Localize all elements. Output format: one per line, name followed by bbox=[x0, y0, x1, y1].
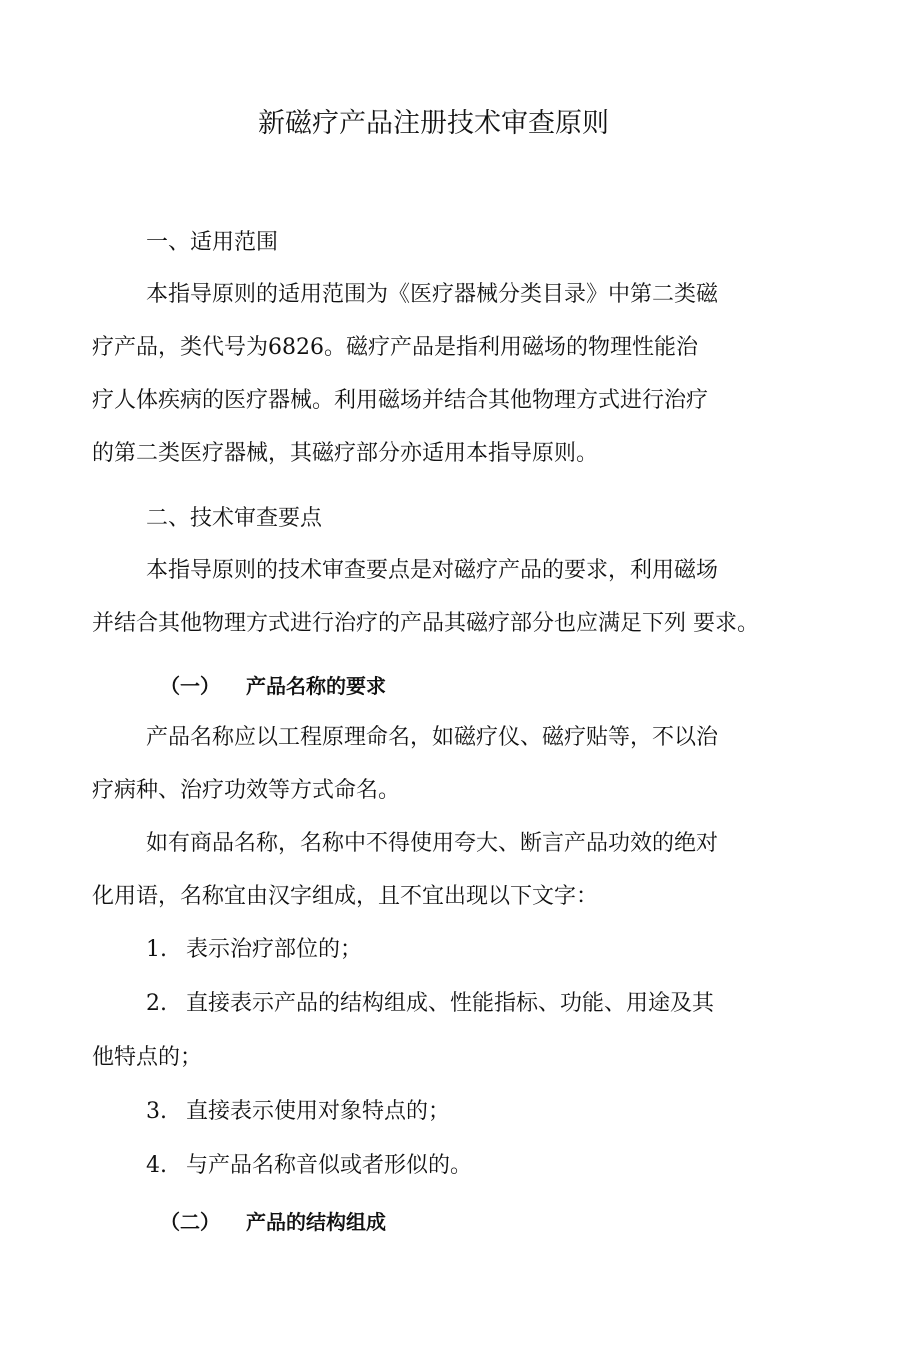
paragraph-line: 并结合其他物理方式进行治疗的产品其磁疗部分也应满足下列 要求。 bbox=[92, 611, 759, 636]
document-title: 新磁疗产品注册技术审查原则 bbox=[258, 108, 609, 139]
subsection-title-structure: 产品的结构组成 bbox=[246, 1210, 386, 1234]
list-item-text: 表示治疗部位的； bbox=[186, 937, 363, 962]
paragraph-line: 疗人体疾病的医疗器械。利用磁场并结合其他物理方式进行治疗 bbox=[92, 388, 709, 413]
list-number: 4. bbox=[146, 1153, 167, 1178]
subsection-title-product-name: 产品名称的要求 bbox=[246, 674, 386, 698]
list-item-text: 直接表示产品的结构组成、性能指标、功能、用途及其 bbox=[186, 991, 715, 1016]
list-item-text: 直接表示使用对象特点的； bbox=[186, 1099, 451, 1124]
paragraph-line: 的第二类医疗器械，其磁疗部分亦适用本指导原则。 bbox=[92, 441, 599, 466]
list-number: 2. bbox=[146, 991, 167, 1016]
subsection-label: （一） bbox=[160, 674, 220, 698]
paragraph-line: 疗病种、治疗功效等方式命名。 bbox=[92, 778, 401, 803]
list-number: 1. bbox=[146, 937, 167, 962]
list-item-continuation: 他特点的； bbox=[92, 1045, 203, 1070]
paragraph-line: 疗产品，类代号为6826。磁疗产品是指利用磁场的物理性能治 bbox=[92, 335, 698, 360]
list-item bbox=[146, 1151, 472, 1181]
list-item bbox=[146, 935, 362, 965]
paragraph-line: 化用语，名称宜由汉字组成，且不宜出现以下文字： bbox=[92, 884, 599, 909]
list-number: 3. bbox=[146, 1099, 167, 1124]
paragraph-line: 产品名称应以工程原理命名，如磁疗仪、磁疗贴等，不以治 bbox=[146, 725, 719, 750]
paragraph-line: 如有商品名称，名称中不得使用夸大、断言产品功效的绝对 bbox=[146, 831, 719, 856]
subsection-label: （二） bbox=[160, 1210, 220, 1234]
section-heading-scope: 一、适用范围 bbox=[146, 230, 279, 255]
section-heading-review-points: 二、技术审查要点 bbox=[146, 506, 323, 531]
list-item bbox=[146, 989, 714, 1019]
paragraph-line: 本指导原则的适用范围为《医疗器械分类目录》中第二类磁 bbox=[146, 282, 719, 307]
list-item-text: 与产品名称音似或者形似的。 bbox=[186, 1153, 473, 1178]
list-item bbox=[146, 1097, 450, 1127]
paragraph-line: 本指导原则的技术审查要点是对磁疗产品的要求，利用磁场 bbox=[146, 558, 719, 583]
